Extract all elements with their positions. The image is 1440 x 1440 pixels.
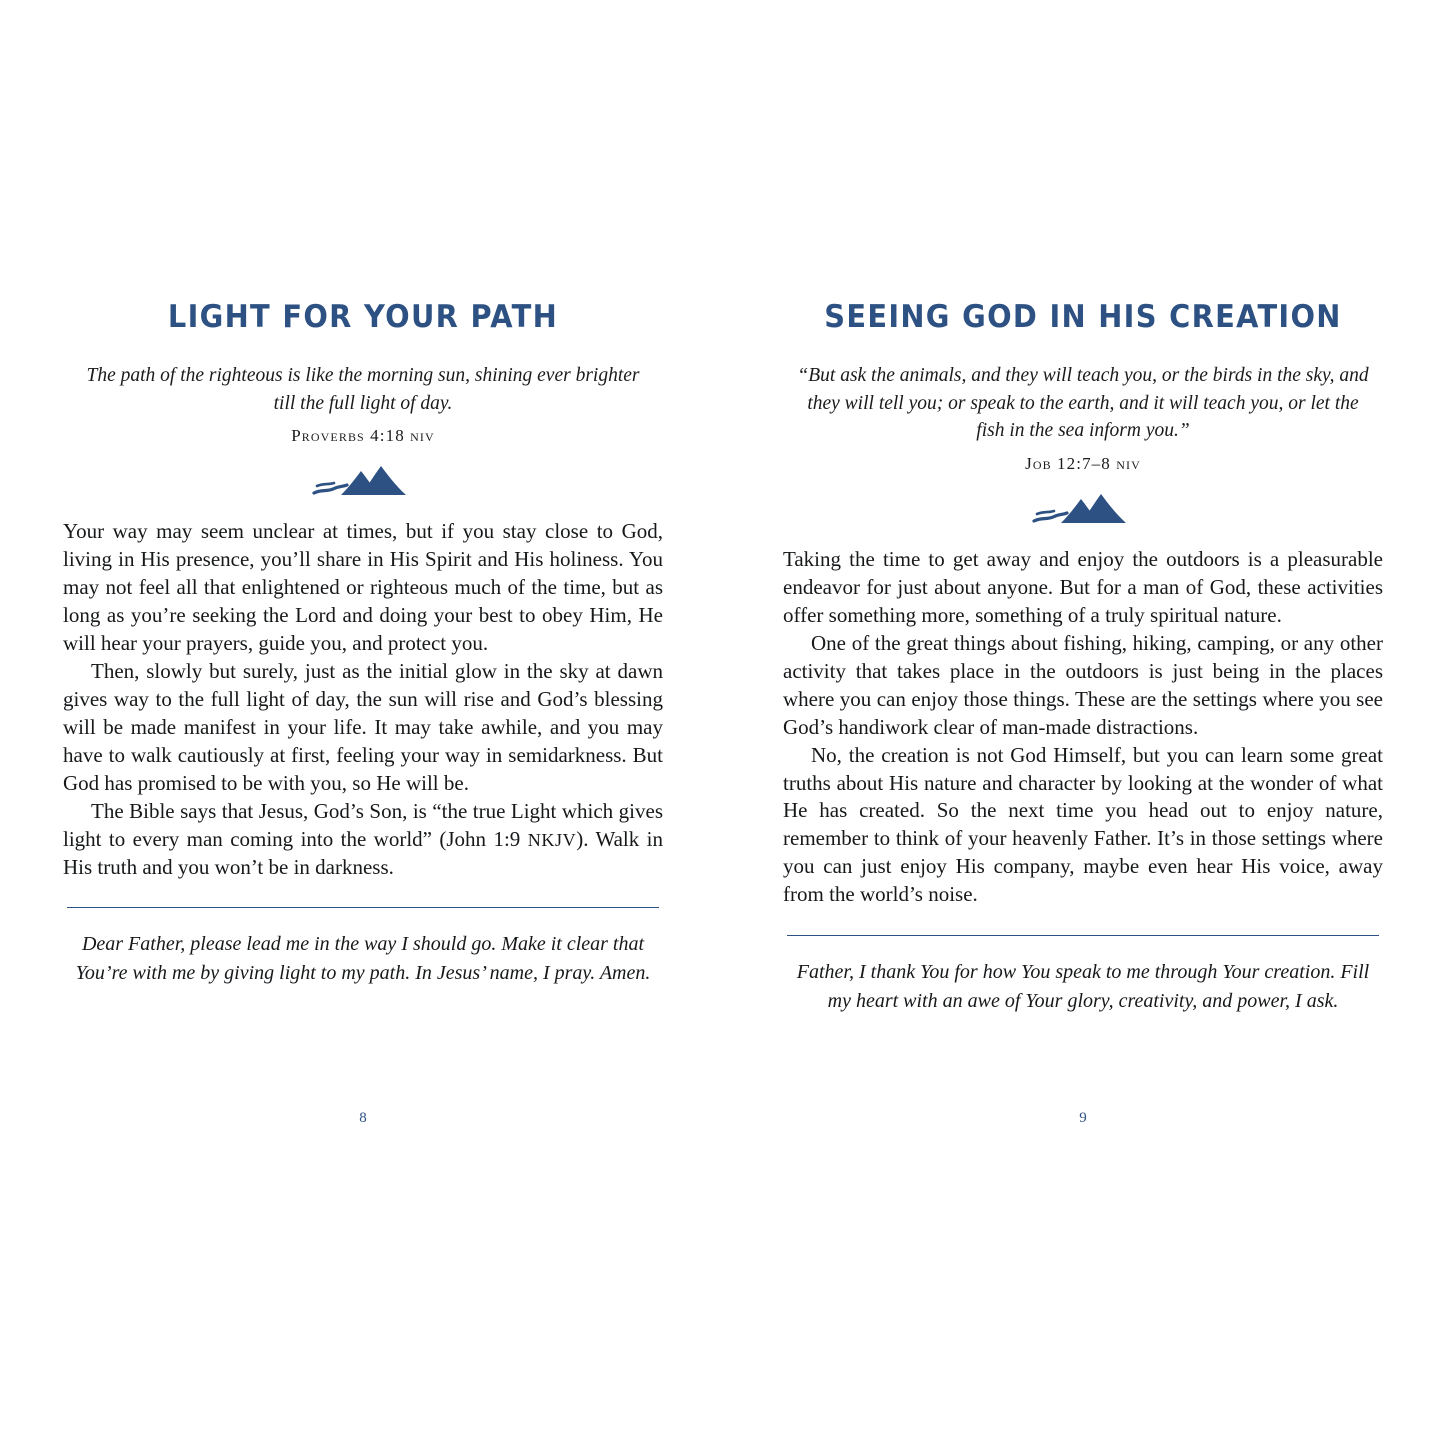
- body-paragraph: No, the creation is not God Himself, but you can learn some great truths about His nature and character by looking at the wonder of what He has created. So the next time you head out to enjoy nature, remember to think of your heavenly Father. It’s in those settings where you can just enjoy His company, maybe even hear His voice, away from the world’s noise.: [783, 742, 1383, 907]
- mountain-stream-icon: [783, 490, 1383, 524]
- page-number-left: 8: [359, 1110, 367, 1126]
- devotion-body: [783, 546, 1383, 909]
- body-paragraph: Your way may seem unclear at times, but if you stay close to God, living in His presence, you’ll share in His Spirit and His holiness. You may not feel all that enlightened or righteous much of the time, but as long as you’re seeking the Lord and doing your best to obey Him, He will hear your prayers, guide you, and protect you.: [63, 519, 663, 656]
- body-paragraph: One of the great things about fishing, hiking, camping, or any other activity that takes place in the outdoors is just being in the places where you can enjoy those things. These are the settings where you see God’s handiwork clear of man-made distractions.: [783, 630, 1383, 739]
- body-paragraph: The Bible says that Jesus, God’s Son, is “the true Light which gives light to every man coming into the world” (John 1:9 NKJV). Walk in His truth and you won’t be in darkness.: [63, 798, 663, 879]
- scripture-verse: “But ask the animals, and they will teach you, or the birds in the sky, and they will tell you; or speak to the earth, and it will teach you, or let the fish in the sea inform you.”: [797, 365, 1369, 442]
- scripture-verse: The path of the righteous is like the morning sun, shining ever brighter till the full light of day.: [86, 365, 640, 414]
- page-right: [783, 300, 1383, 1016]
- prayer-divider: [787, 935, 1379, 936]
- prayer-divider: [67, 907, 659, 908]
- page-number-right: 9: [1079, 1110, 1087, 1126]
- devotion-body: [63, 518, 663, 881]
- page-left: [63, 300, 663, 988]
- mountain-stream-icon: [63, 462, 663, 496]
- prayer-text: Dear Father, please lead me in the way I should go. Make it clear that You’re with me by giving light to my path. In Jesus’ name, I pray. Amen.: [75, 933, 651, 985]
- scripture-reference: Job 12:7–8 niv: [1025, 454, 1141, 474]
- body-paragraph: Taking the time to get away and enjoy the outdoors is a pleasurable endeavor for just about anyone. But for a man of God, these activities offer something more, something of a truly spiritual nature.: [783, 547, 1383, 627]
- page-title: LIGHT FOR YOUR PATH: [167, 299, 559, 335]
- scripture-reference: Proverbs 4:18 niv: [291, 426, 435, 446]
- prayer-text: Father, I thank You for how You speak to me through Your creation. Fill my heart with an awe of Your glory, creativity, and power, I ask.: [796, 961, 1370, 1013]
- page-title: SEEING GOD IN HIS CREATION: [824, 299, 1342, 335]
- body-paragraph: Then, slowly but surely, just as the initial glow in the sky at dawn gives way to the full light of day, the sun will rise and God’s blessing will be made manifest in your life. It may take awhile, and you may have to walk cautiously at first, feeling your way in semidarkness. But God has promised to be with you, so He will be.: [63, 659, 663, 795]
